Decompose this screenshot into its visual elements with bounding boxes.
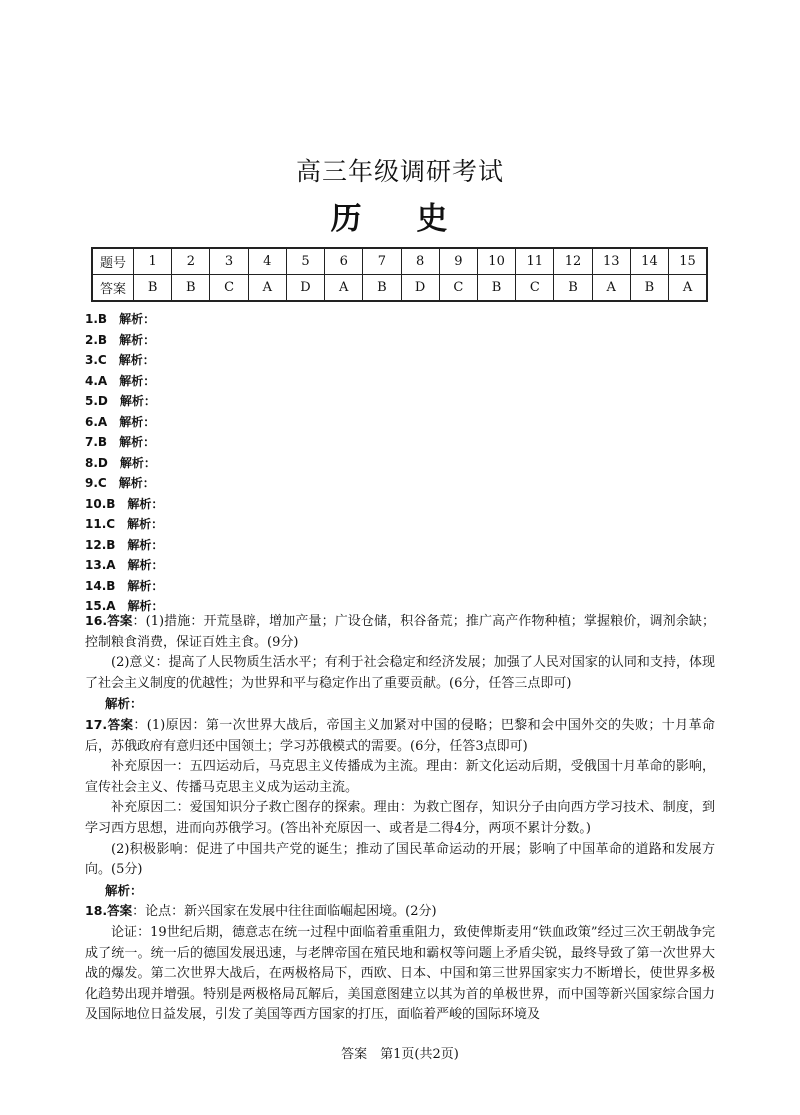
list-item — [85, 494, 164, 515]
q18-argument: 论证：19世纪后期，德意志在统一过程中面临着重重阻力，致使俾斯麦用“铁血政策”经过三次王朝战争完成了统一。统一后的德国发展迅速，与老牌帝国在殖民地和霸权等问题上矛盾尖锐，最终导致了第一次世界大战的爆发。第二次世界大战后，在两极格局下，西欧、日本、中国和第三世界国家实力不断增长，使世界多极化趋势出现并增强。特别是两极格局瓦解后，美国意图建立以其为首的单极世界，而中国等新兴国家综合国力及国际地位日益发展，引发了美国等西方国家的打压，面临着严峻的国际环境及 — [85, 924, 715, 1023]
answer-cell: B — [134, 275, 172, 302]
list-item — [85, 514, 164, 535]
item-answer: 10.B — [85, 496, 116, 511]
list-item — [85, 371, 164, 392]
q16-part2: (2)意义：提高了人民物质生活水平；有利于社会稳定和经济发展；加强了人民对国家的认同和支持，体现了社会主义制度的优越性；为世界和平与稳定作出了重要贡献。(6分，任答三点即可) — [85, 655, 715, 691]
q16-part1-text: ：(1)措施：开荒垦辟，增加产量；广设仓储，积谷备荒；推广高产作物种植；掌握粮价，调剂余缺；控制粮食消费，保证百姓主食。(9分) — [85, 614, 715, 650]
list-item — [85, 350, 164, 371]
item-answer: 13.A — [85, 558, 116, 572]
answer-cell: B — [554, 275, 592, 302]
item-answer: 12.B — [85, 537, 116, 552]
item-answer: 15.A — [85, 599, 116, 613]
question-number: 3 — [210, 248, 248, 275]
item-analysis-label: 解析： — [127, 578, 164, 593]
item-analysis-label: 解析： — [127, 537, 164, 552]
item-analysis-label: 解析： — [119, 394, 156, 408]
item-answer: 14.B — [85, 578, 116, 593]
list-item — [85, 576, 164, 597]
item-answer: 3.C — [85, 353, 107, 367]
answer-cell: A — [669, 275, 707, 302]
q17-number: 17. — [85, 716, 108, 732]
answer-cell: B — [630, 275, 668, 302]
list-item — [85, 535, 164, 556]
q18-thesis-text: ：论点：新兴国家在发展中往往面临崛起困境。(2分) — [132, 904, 437, 920]
question-number: 4 — [248, 248, 286, 275]
list-item — [85, 432, 164, 453]
item-analysis-label: 解析： — [127, 599, 164, 613]
answer-cell: A — [325, 275, 363, 302]
question-number-row — [92, 248, 707, 275]
item-analysis-label: 解析： — [118, 476, 155, 490]
q18-answer-label: 答案 — [107, 903, 133, 919]
row-label-number: 题号 — [92, 248, 134, 275]
list-item — [85, 412, 164, 433]
q17-supplement-2: 补充原因二：爱国知识分子救亡图存的探索。理由：为救亡图存，知识分子由向西方学习技术、制度，到学习西方思想，进而向苏俄学习。(答出补充原因一、或者是二得4分，两项不累计分数。) — [85, 800, 715, 836]
list-item — [85, 555, 164, 576]
q17-part2: (2)积极影响：促进了中国共产党的诞生；推动了国民革命运动的开展；影响了中国革命的道路和发展方向。(5分) — [85, 841, 715, 878]
subject-title: 历 史 — [330, 201, 470, 237]
q16-analysis-label: 解析： — [105, 696, 143, 712]
question-number: 5 — [286, 248, 324, 275]
item-analysis-label: 解析： — [127, 496, 164, 511]
item-analysis-label: 解析： — [119, 455, 156, 470]
question-number: 11 — [516, 248, 554, 275]
answer-row — [92, 275, 707, 302]
question-number: 13 — [592, 248, 630, 275]
essay-answers — [85, 611, 715, 1026]
item-answer: 11.C — [85, 517, 116, 531]
question-number: 7 — [363, 248, 401, 275]
item-answer: 8.D — [85, 455, 108, 470]
q16-part1 — [85, 611, 715, 653]
item-analysis-label: 解析： — [119, 332, 156, 347]
q17-part1-text: ：(1)原因：第一次世界大战后，帝国主义加紧对中国的侵略；巴黎和会中国外交的失败；十月革命后，苏俄政府有意归还中国领土；学习苏俄模式的需要。(6分，任答3点即可) — [85, 717, 715, 754]
answer-key-table — [91, 247, 708, 302]
page-footer: 答案 第1页(共2页) — [341, 1047, 459, 1062]
answer-cell: B — [363, 275, 401, 302]
question-number: 2 — [172, 248, 210, 275]
item-answer: 6.A — [85, 414, 108, 429]
multiple-choice-explanations — [85, 309, 164, 617]
item-answer: 7.B — [85, 435, 108, 449]
question-number: 8 — [401, 248, 439, 275]
question-number: 9 — [439, 248, 477, 275]
list-item — [85, 309, 164, 330]
list-item — [85, 330, 164, 351]
q18-thesis — [85, 901, 715, 923]
item-analysis-label: 解析： — [119, 435, 156, 449]
question-number: 1 — [134, 248, 172, 275]
item-analysis-label: 解析： — [119, 312, 156, 326]
answer-cell: A — [592, 275, 630, 302]
answer-cell: C — [210, 275, 248, 302]
item-answer: 5.D — [85, 394, 108, 408]
item-answer: 9.C — [85, 476, 107, 490]
item-analysis-label: 解析： — [127, 517, 164, 531]
list-item — [85, 391, 164, 412]
answer-cell: A — [248, 275, 286, 302]
item-analysis-label: 解析： — [127, 558, 164, 572]
q17-analysis-label: 解析： — [105, 882, 143, 898]
q17-supplement-1: 补充原因一：五四运动后，马克思主义传播成为主流。理由：新文化运动后期，受俄国十月革命的影响，宣传社会主义、传播马克思主义成为运动主流。 — [85, 759, 715, 795]
question-number: 10 — [477, 248, 515, 275]
answer-cell: C — [439, 275, 477, 302]
row-label-answer: 答案 — [92, 275, 134, 302]
item-answer: 4.A — [85, 373, 108, 388]
answer-cell: D — [401, 275, 439, 302]
item-analysis-label: 解析： — [118, 353, 155, 367]
list-item — [85, 453, 164, 474]
question-number: 15 — [669, 248, 707, 275]
list-item — [85, 473, 164, 494]
question-number: 6 — [325, 248, 363, 275]
exam-title: 高三年级调研考试 — [295, 157, 504, 186]
item-analysis-label: 解析： — [119, 373, 156, 388]
q17-answer-label: 答案 — [107, 716, 134, 732]
q16-answer-label: 答案 — [107, 613, 133, 628]
item-answer: 2.B — [85, 332, 108, 347]
q18-number: 18. — [85, 903, 108, 919]
question-number: 14 — [630, 248, 668, 275]
item-answer: 1.B — [85, 312, 108, 326]
q17-part1 — [85, 715, 715, 757]
answer-cell: B — [477, 275, 515, 302]
item-analysis-label: 解析： — [119, 414, 156, 429]
answer-cell: B — [172, 275, 210, 302]
q16-number: 16. — [85, 613, 108, 628]
answer-cell: C — [516, 275, 554, 302]
question-number: 12 — [554, 248, 592, 275]
answer-cell: D — [286, 275, 324, 302]
